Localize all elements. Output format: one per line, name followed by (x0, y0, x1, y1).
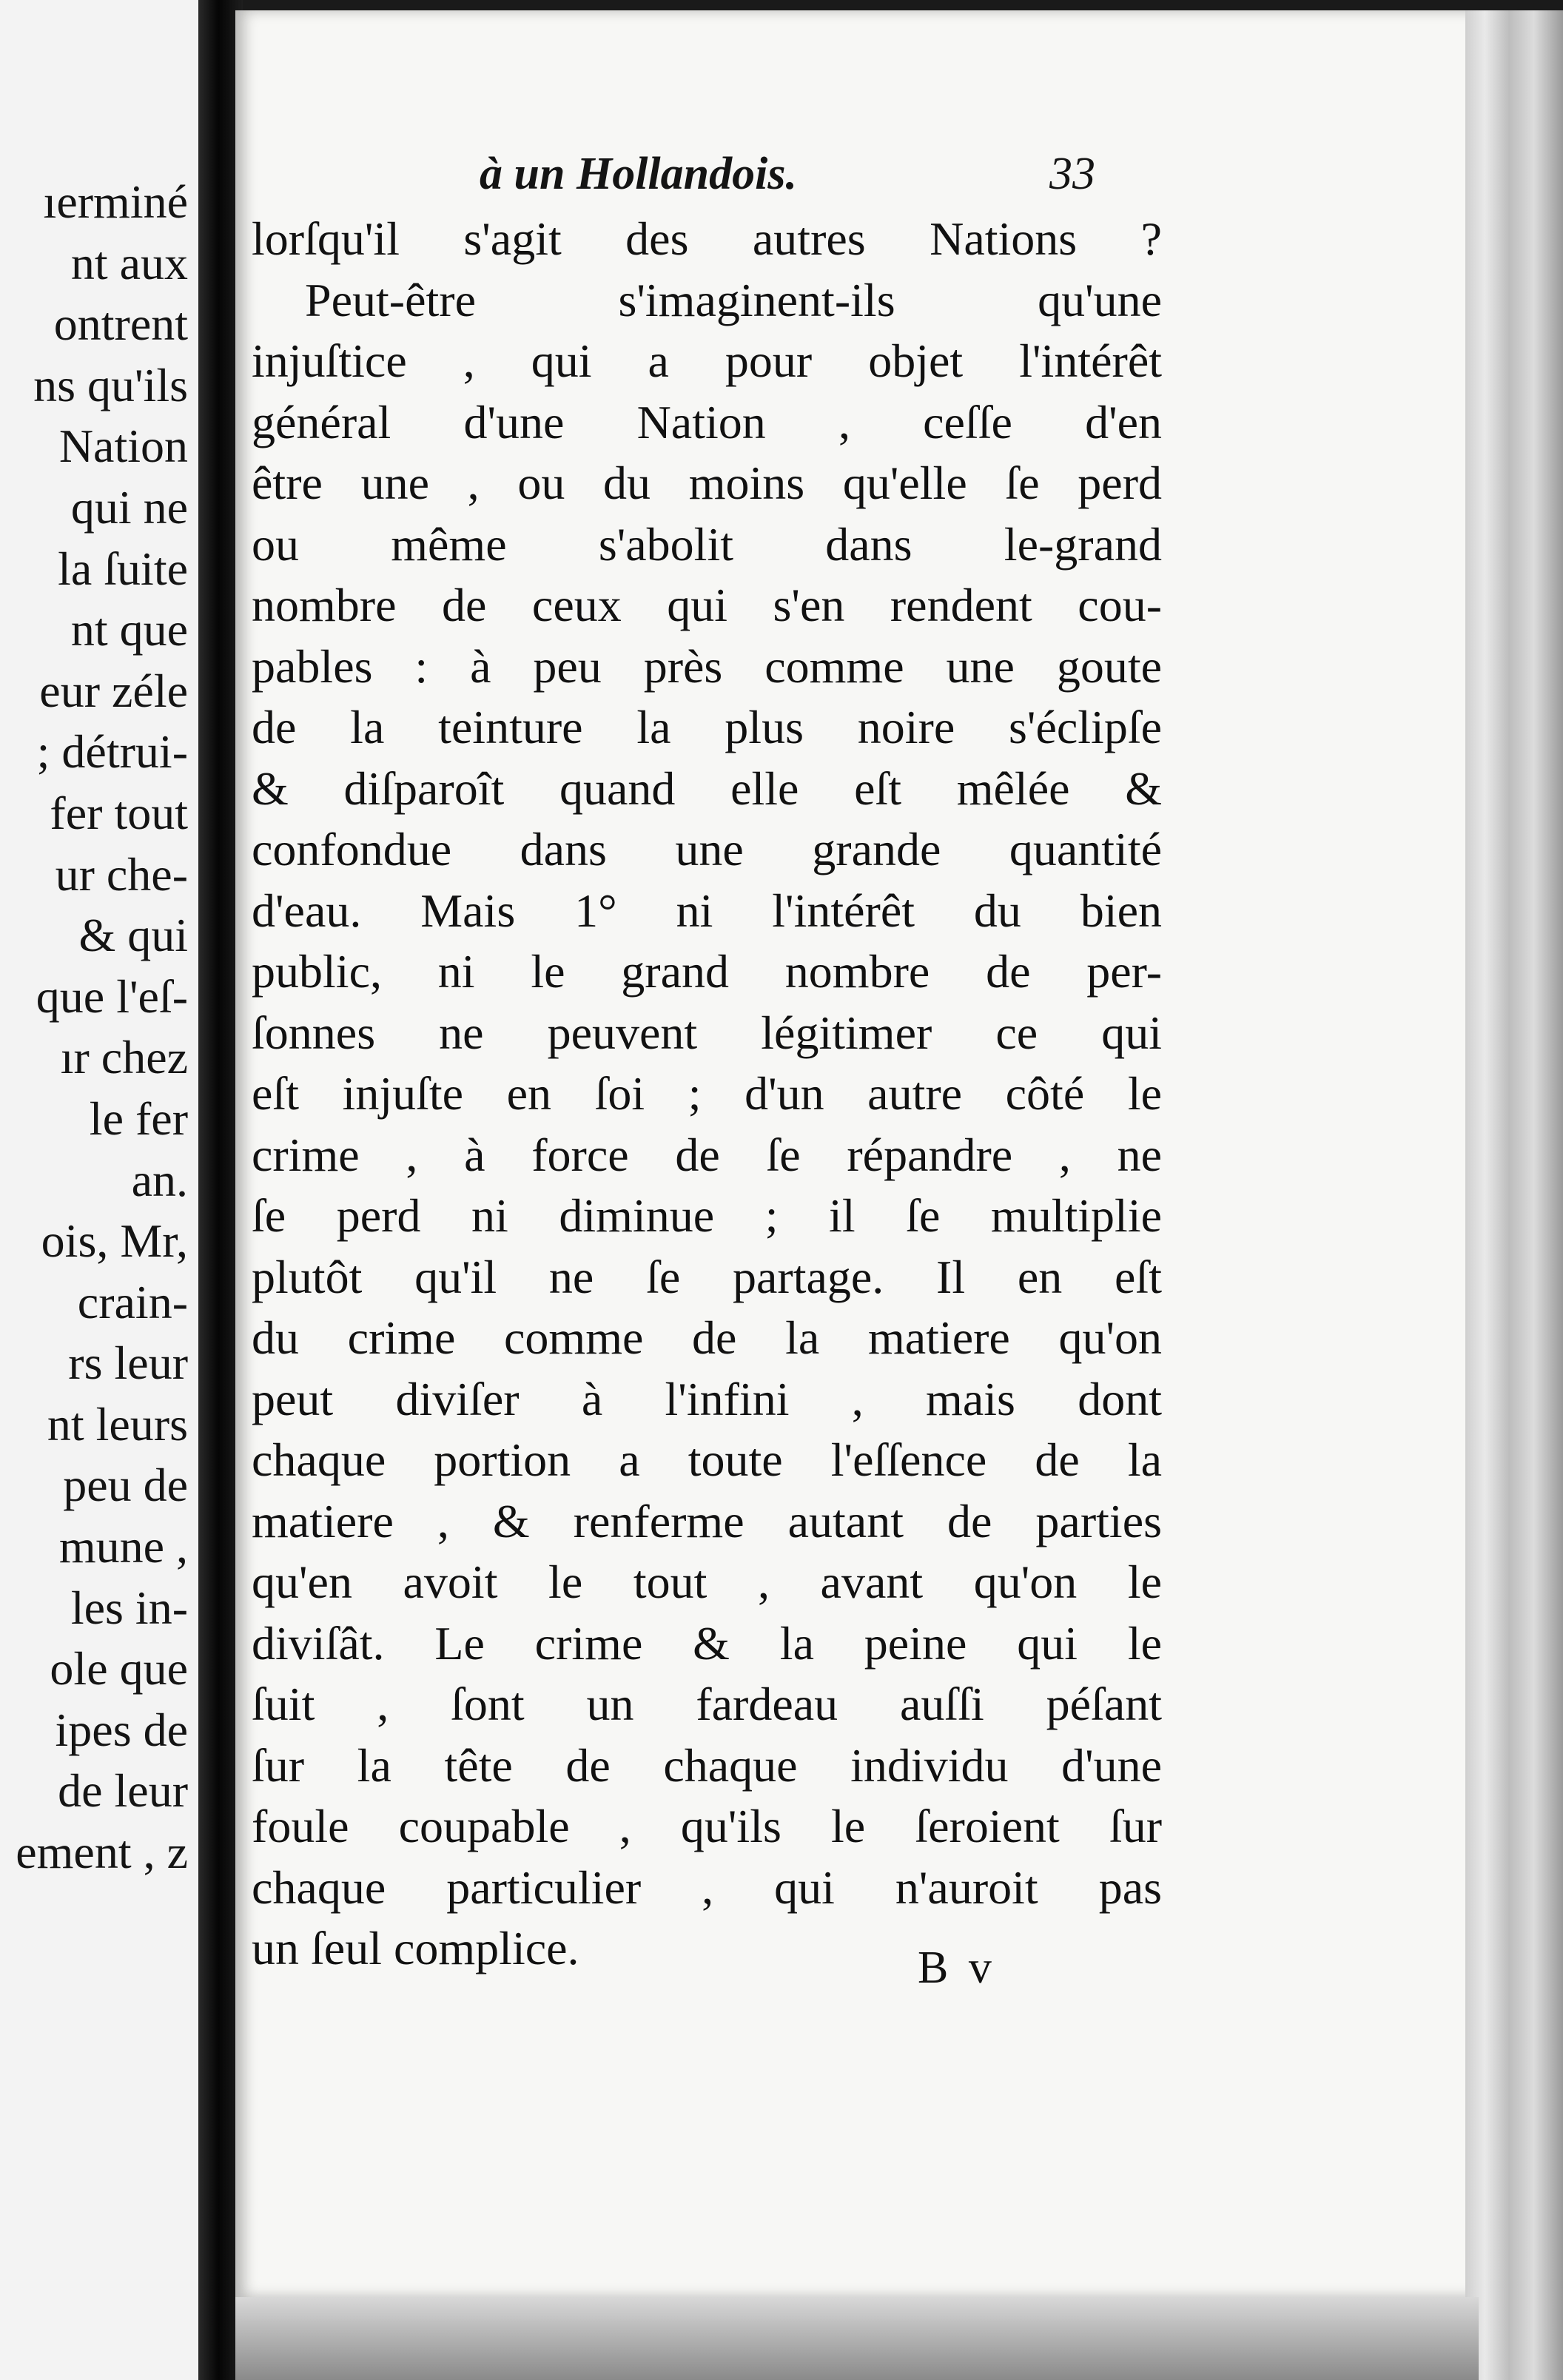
body-text (252, 209, 1162, 1980)
left-line: crain- (77, 1275, 188, 1328)
left-line: de leur (58, 1764, 188, 1818)
text-line: plutôt qu'il ne ſe partage. Il en eſt (252, 1250, 1162, 1303)
left-line: an. (131, 1153, 188, 1206)
running-title: à un Hollandois. (480, 149, 797, 199)
text-line: confondue dans une grande quantité (252, 823, 1162, 875)
left-line: peu de (63, 1459, 188, 1512)
left-line: ıerminé (43, 175, 188, 228)
left-line: ns qu'ils (33, 358, 188, 411)
left-line: ır chez (60, 1031, 188, 1084)
left-line: ipes de (55, 1703, 188, 1756)
left-line: Nation (58, 420, 188, 473)
text-line: pables : à peu près comme une goute (252, 639, 1162, 693)
text-line: injuſtice , qui a pour objet l'intérêt (252, 335, 1162, 387)
text-line: eſt injuſte en ſoi ; d'un autre côté le (252, 1067, 1162, 1120)
text-line: nombre de ceux qui s'en rendent cou- (252, 579, 1162, 631)
text-line: ou même s'abolit dans le-grand (252, 517, 1162, 571)
left-line: nt leurs (47, 1397, 188, 1450)
left-line: ; détrui- (36, 725, 188, 779)
left-line: le fer (89, 1092, 188, 1145)
left-line: nt aux (70, 236, 188, 289)
text-line: foule coupable , qu'ils le ſeroient ſur (252, 1800, 1162, 1852)
text-line: du crime comme de la matiere qu'on (252, 1311, 1162, 1364)
signature-mark: B v (918, 1943, 996, 1993)
left-line: fer tout (50, 786, 188, 839)
text-line: général d'une Nation , ceſſe d'en (252, 395, 1162, 448)
text-line: ſuit , ſont un fardeau auſſi péſant (252, 1678, 1162, 1730)
text-line: crime , à force de ſe répandre , ne (252, 1128, 1162, 1181)
left-line: ontrent (53, 298, 188, 351)
text-line: de la teinture la plus noire s'éclipſe (252, 701, 1162, 753)
text-line: être une , ou du moins qu'elle ſe perd (252, 457, 1162, 509)
text-line: un ſeul complice. (252, 1922, 579, 1974)
left-line: rs leur (68, 1337, 188, 1390)
text-line: public, ni le grand nombre de per- (252, 945, 1162, 998)
left-line: la ſuite (58, 542, 188, 595)
left-line: eur zéle (39, 664, 188, 717)
text-line: & diſparoît quand elle eſt mêlée & (252, 762, 1162, 815)
text-line: qu'en avoit le tout , avant qu'on le (252, 1556, 1162, 1608)
left-line: ois, Mr, (41, 1214, 188, 1268)
text-line: chaque portion a toute l'eſſence de la (252, 1433, 1162, 1486)
text-line: ſonnes ne peuvent légitimer ce qui (252, 1006, 1162, 1059)
page-edge (1465, 10, 1563, 2380)
left-line: & qui (78, 909, 188, 962)
left-line: ement , z (16, 1826, 188, 1879)
left-line: les in- (70, 1581, 188, 1634)
text-line: d'eau. Mais 1° ni l'intérêt du bien (252, 884, 1162, 937)
left-page-text (16, 172, 188, 1883)
text-line: matiere , & renferme autant de parties (252, 1494, 1162, 1547)
text-line: chaque particulier , qui n'auroit pas (252, 1860, 1162, 1914)
left-page (0, 0, 198, 2380)
left-line: que l'eſ- (36, 969, 188, 1023)
left-line: qui ne (70, 480, 188, 534)
page-bottom-shadow (235, 2297, 1479, 2380)
page-number: 33 (1049, 149, 1095, 199)
text-line: ſur la tête de chaque individu d'une (252, 1738, 1162, 1792)
left-line: mune , (58, 1520, 188, 1573)
text-line: peut diviſer à l'infini , mais dont (252, 1372, 1162, 1425)
running-head (235, 148, 1479, 215)
left-line: nt que (70, 603, 188, 656)
text-line: lorſqu'il s'agit des autres Nations ? (252, 212, 1162, 265)
left-line: ole que (50, 1642, 188, 1695)
left-line: ur che- (55, 847, 188, 901)
text-line: Peut-être s'imaginent-ils qu'une (305, 273, 1162, 326)
text-line: diviſât. Le crime & la peine qui le (252, 1616, 1162, 1670)
text-line: ſe perd ni diminue ; il ſe multiplie (252, 1189, 1162, 1242)
